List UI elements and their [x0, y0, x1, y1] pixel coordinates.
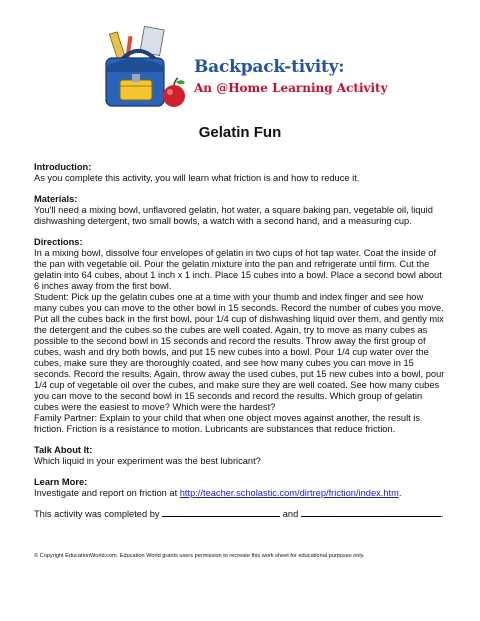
completion-prefix: This activity was completed by [34, 509, 160, 519]
introduction-text: As you complete this activity, you will learn what friction is and how to reduce it. [34, 173, 360, 183]
introduction-section [34, 162, 446, 184]
directions-section [34, 237, 446, 435]
talk-about-it-text: Which liquid in your experiment was the best lubricant? [34, 456, 261, 466]
worksheet-content [34, 162, 446, 520]
partner-name-blank[interactable] [301, 508, 441, 517]
directions-setup-paragraph: In a mixing bowl, dissolve four envelopes of gelatin in two cups of hot tap water. Coat the inside of the pan with vegetable oil. Pour the gelatin mixture into the pan and refrigerate until firm. Cut the gelatin into 64 cubes, about 1 inch x 1 inch. Place 15 cubes into a bowl. Place a second bowl about 6 inches away from the first bowl. [34, 248, 442, 291]
student-name-blank[interactable] [162, 508, 280, 517]
learn-more-lead: Investigate and report on friction at [34, 488, 180, 498]
directions-student-paragraph: Student: Pick up the gelatin cubes one at a time with your thumb and index finger and see how many cubes you can move to the other bowl in 15 seconds. Record the number of cubes you move. Put all the cubes back in the first bowl, pour 1/4 cup of dishwashing liquid over them, and gently mix the detergent and the cubes so the cubes are well coated. Again, try to move as many cubes as possible to the second bowl in 15 seconds and record the results. Throw away the first group of cubes, wash and dry both bowls, and put 15 new cubes into a bowl. Pour 1/4 cup water over the cubes, make sure they are thoroughly coated, and see how many cubes you can move in 15 seconds. Record the results. Again, throw away the used cubes, put 15 new cubes into a bowl, pour 1/4 cup of vegetable oil over the cubes, and make sure they are well coated. See how many cubes you can move to the second bowl in 15 seconds and record the results. Which group of gelatin cubes were the easiest to move? Which were the hardest? [34, 292, 445, 412]
friction-resource-link[interactable]: http://teacher.scholastic.com/dirtrep/friction/index.htm [179, 488, 399, 498]
talk-about-it-section [34, 445, 446, 467]
directions-heading: Directions: [34, 237, 83, 247]
completion-suffix: . [440, 509, 444, 519]
completion-conjunction: and [282, 509, 299, 519]
page-header [96, 26, 396, 112]
completion-line [34, 508, 446, 520]
materials-text: You'll need a mixing bowl, unflavored gelatin, hot water, a square baking pan, vegetable oil, liquid dishwashing detergent, two small bowls, a watch with a second hand, and a measuring cup. [34, 205, 433, 226]
introduction-heading: Introduction: [34, 162, 92, 172]
learn-more-text [34, 488, 446, 499]
learn-more-trail: . [398, 488, 402, 498]
learn-more-heading: Learn More: [34, 477, 88, 487]
brand-title: Backpack-tivity: [194, 57, 345, 77]
talk-about-it-heading: Talk About It: [34, 445, 93, 455]
copyright-notice: © Copyright EducationWorld.com. Education World grants users permission to recreate this work sheet for educational purposes only. [34, 553, 365, 559]
materials-heading: Materials: [34, 194, 78, 204]
learn-more-section [34, 477, 446, 499]
brand-subtitle: An @Home Learning Activity [194, 81, 388, 95]
materials-section [34, 194, 446, 227]
directions-family-paragraph: Family Partner: Explain to your child that when one object moves against another, the result is friction. Friction is a resistance to motion. Lubricants are substances that reduce friction. [34, 413, 421, 434]
page-title: Gelatin Fun [198, 124, 282, 141]
backpack-logo-icon [96, 26, 192, 112]
